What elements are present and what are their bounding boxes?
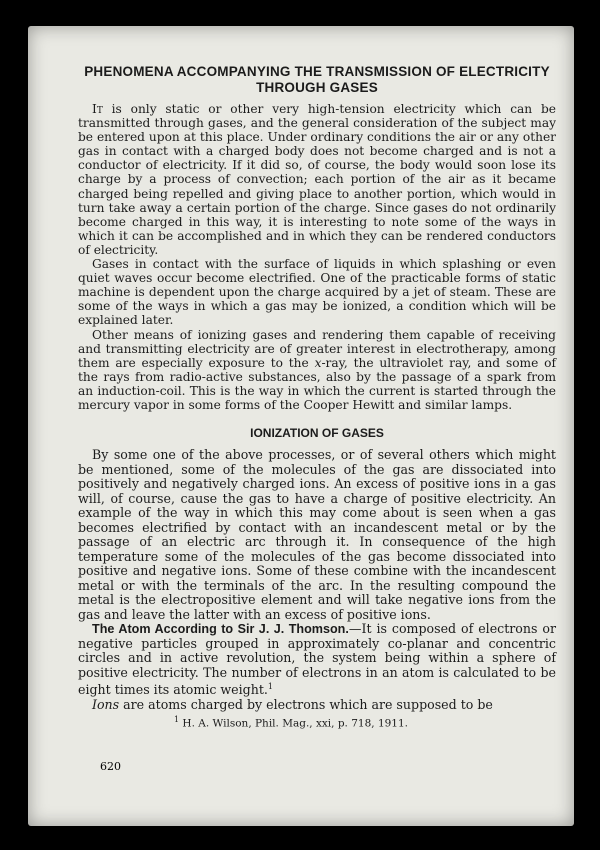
paragraph-4: By some one of the above processes, or of several others which might be mentioned, some of the molecules of the gas are dissociated into positively and negatively charged ions. An excess of positive ions in a gas will, of course, cause the gas to have a charge of positive electricity. An example of the way in which this may come about is seen when a gas becomes electrified by contact with an incandescent metal or by the passage of an electric arc through it. In consequence of the high temperature some of the molecules of the gas become dissociated into positive and negative ions. Some of these combine with the incandescent metal or with the terminals of the arc. In the resulting compound the metal is the electropositive element and will take negative ions from the gas and leave the latter with an excess of positive ions. <box>78 447 556 622</box>
paragraph-3-text-b: -ray, the ultraviolet ray, and some of the rays from radio-active substances, also by the passage of a spark from an induction-coil. This is the way in which the current is started through the mercury vapor in some forms of the Cooper Hewitt and similar lamps. <box>78 355 556 412</box>
paragraph-3-text-a: Other means of ionizing gases and rendering them capable of receiving and transmitting electricity are of greater interest in electrotherapy, among them are especially exposure to the <box>78 327 556 370</box>
paragraph-6-text: are atoms charged by electrons which are supposed to be <box>119 696 493 712</box>
footnote <box>78 713 556 731</box>
footnote-reference: 1 <box>267 682 273 692</box>
footnote-text: H. A. Wilson, Phil. Mag., xxi, p. 718, 1911. <box>179 717 409 730</box>
paragraph-1 <box>78 102 556 257</box>
paragraph-1-lead: It <box>92 102 103 116</box>
paragraph-6 <box>78 698 556 713</box>
page-number: 620 <box>100 760 121 773</box>
paragraph-2: Gases in contact with the surface of liquids in which splashing or even quiet waves occur become electrified. One of the practicable forms of static machine is dependent upon the charge acquired by a jet of steam. These are some of the ways in which a gas may be ionized, a condition which will be explained later. <box>78 257 556 328</box>
paragraph-1-text: is only static or other very high-tension electricity which can be transmitted through gases, and the general consideration of the subject may be entered upon at this place. Under ordinary conditions the air or any other gas in contact with a charged body does not become charged and is not a conductor of electricity. If it did so, of course, the body would soon lose its charge by a process of convection; each portion of the air as it became charged being repelled and giving place to another portion, which would in turn take away a certain portion of the charge. Since gases do not ordinarily become charged in this way, it is interesting to note some of the ways in which it can be accomplished and in which they can be rendered conductors of electricity. <box>78 102 556 257</box>
paragraph-5 <box>78 622 556 698</box>
book-page <box>28 26 574 826</box>
paragraph-3 <box>78 328 556 413</box>
run-in-heading: The Atom According to Sir J. J. Thomson. <box>92 622 349 637</box>
page-content <box>78 64 556 731</box>
paragraph-5-text: —It is composed of electrons or negative particles grouped in approximately co-planar and concentric circles and in active revolution, the system being within a sphere of positive electricity. The number of electrons in an atom is calculated to be eight times its atomic weight. <box>78 621 556 698</box>
footnote-mark: 1 <box>174 715 180 725</box>
paragraph-3-italic: x <box>314 355 322 370</box>
chapter-title: PHENOMENA ACCOMPANYING THE TRANSMISSION OF ELECTRICITY THROUGH GASES <box>84 64 550 95</box>
paragraph-6-italic: Ions <box>92 696 120 712</box>
section-heading: IONIZATION OF GASES <box>250 426 384 441</box>
